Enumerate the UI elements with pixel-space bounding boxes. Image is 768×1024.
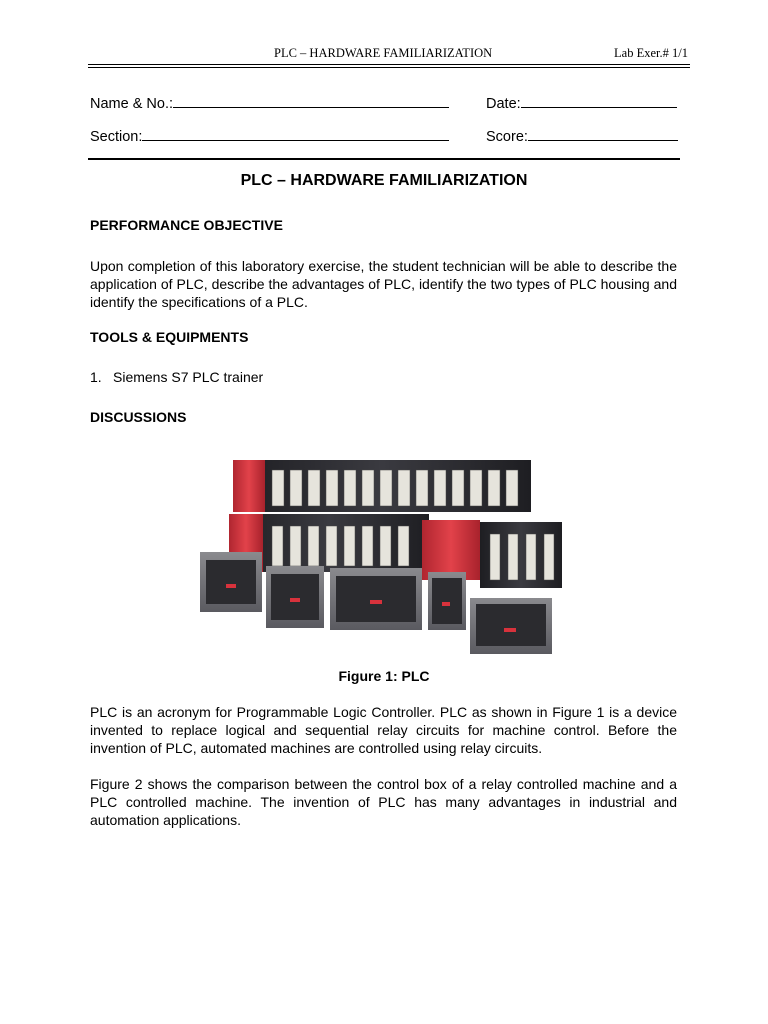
- tools-heading: TOOLS & EQUIPMENTS: [90, 329, 249, 345]
- document-title: PLC – HARDWARE FAMILIARIZATION: [240, 172, 528, 189]
- score-field: [486, 126, 678, 145]
- date-label: Date:: [486, 96, 521, 112]
- header-rule-top: [88, 64, 690, 65]
- plc-figure: [196, 456, 564, 658]
- objective-heading: PERFORMANCE OBJECTIVE: [90, 217, 283, 233]
- running-header-exercise: Lab Exer.# 1/1: [614, 46, 688, 60]
- score-label: Score:: [486, 129, 528, 145]
- list-item-number: 1.: [90, 369, 102, 385]
- plc-modules-image: [196, 456, 564, 658]
- objective-paragraph: Upon completion of this laboratory exercise, the student technician will be able to describe the application of PLC, describe the advantages of PLC, identify the two types of PLC housing and identify the specifications of a PLC.: [90, 258, 677, 310]
- title-divider: [88, 158, 680, 160]
- score-blank[interactable]: [528, 126, 678, 141]
- header-rule-bottom: [88, 67, 690, 68]
- list-item-text: Siemens S7 PLC trainer: [113, 369, 264, 385]
- discussion-paragraph-2: Figure 2 shows the comparison between the control box of a relay controlled machine and a PLC controlled machine. The invention of PLC has many advantages in industrial and automation applications.: [90, 776, 677, 828]
- date-field: [486, 93, 677, 112]
- section-field: [90, 126, 449, 145]
- name-label: Name & No.:: [90, 96, 173, 112]
- back-rack: [233, 460, 531, 512]
- figure-caption: Figure 1: PLC: [338, 668, 430, 684]
- section-blank[interactable]: [142, 126, 449, 141]
- date-blank[interactable]: [521, 93, 677, 108]
- name-blank[interactable]: [173, 93, 449, 108]
- section-label: Section:: [90, 129, 143, 145]
- discussion-paragraph-1: PLC is an acronym for Programmable Logic Controller. PLC as shown in Figure 1 is a device invented to replace logical and sequential relay circuits for machine control. Before the invention of PLC, automated machines are controlled using relay circuits.: [90, 704, 677, 756]
- discussions-heading: DISCUSSIONS: [90, 409, 187, 425]
- running-header: [88, 46, 690, 64]
- running-header-title: PLC – HARDWARE FAMILIARIZATION: [274, 46, 493, 60]
- list-item: [90, 369, 263, 385]
- name-field: [90, 93, 449, 112]
